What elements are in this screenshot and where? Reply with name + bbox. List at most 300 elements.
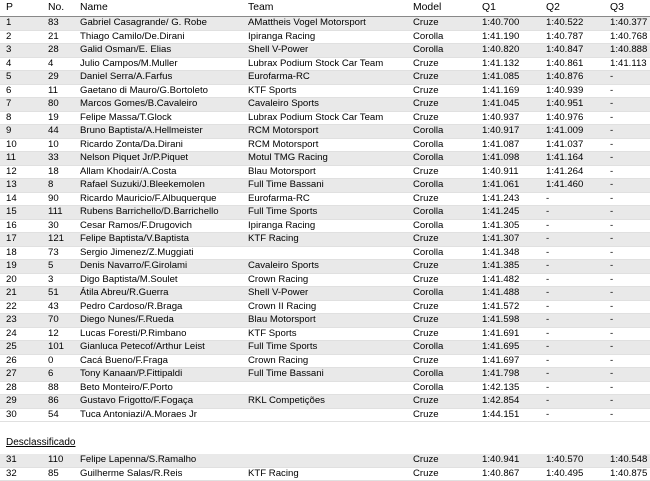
cell-driver-name: Gabriel Casagrande/ G. Robe [80,17,248,31]
cell-number: 28 [48,44,80,58]
table-header [0,0,650,17]
cell-team: Shell V-Power [248,287,413,301]
cell-driver-name: Pedro Cardoso/R.Braga [80,300,248,314]
cell-team: Cavaleiro Sports [248,260,413,274]
table-row [0,260,650,274]
cell-number: 70 [48,314,80,328]
cell-q1-time: 1:41.132 [482,57,546,71]
cell-q1-time: 1:41.190 [482,30,546,44]
cell-team: RCM Motorsport [248,138,413,152]
header-team: Team [248,2,274,13]
cell-q2-time: - [546,327,610,341]
cell-position: 23 [0,314,48,328]
cell-q3-time: 1:40.377 [610,17,650,31]
cell-number: 101 [48,341,80,355]
cell-q1-time: 1:40.700 [482,17,546,31]
cell-driver-name: Gianluca Petecof/Arthur Leist [80,341,248,355]
cell-model: Corolla [413,341,482,355]
cell-position: 3 [0,44,48,58]
cell-position: 22 [0,300,48,314]
cell-number: 121 [48,233,80,247]
cell-position: 4 [0,57,48,71]
table-row [0,300,650,314]
cell-model: Cruze [413,354,482,368]
results-body [0,17,650,422]
table-row [0,138,650,152]
cell-q2-time: - [546,260,610,274]
cell-q2-time: 1:41.264 [546,165,610,179]
cell-q1-time: 1:41.098 [482,152,546,166]
cell-number: 33 [48,152,80,166]
cell-q2-time: 1:40.976 [546,111,610,125]
cell-q2-time: - [546,192,610,206]
cell-number: 0 [48,354,80,368]
cell-q1-time: 1:40.937 [482,111,546,125]
table-row [0,395,650,409]
cell-model: Cruze [413,327,482,341]
cell-driver-name: Beto Monteiro/F.Porto [80,381,248,395]
cell-q1-time: 1:41.169 [482,84,546,98]
cell-position: 2 [0,30,48,44]
cell-model: Corolla [413,381,482,395]
table-row [0,125,650,139]
cell-q3-time: - [610,260,650,274]
cell-q3-time: 1:40.548 [610,454,650,467]
cell-driver-name: Cacá Bueno/F.Fraga [80,354,248,368]
cell-driver-name: Ricardo Zonta/Da.Dirani [80,138,248,152]
cell-team: AMattheis Vogel Motorsport [248,17,413,31]
cell-number: 11 [48,84,80,98]
cell-model: Cruze [413,467,482,481]
cell-model: Cruze [413,300,482,314]
cell-model: Cruze [413,84,482,98]
cell-driver-name: Rafael Suzuki/J.Bleekemolen [80,179,248,193]
cell-team: Blau Motorsport [248,314,413,328]
cell-q1-time: 1:40.917 [482,125,546,139]
cell-model: Cruze [413,57,482,71]
cell-q3-time: - [610,273,650,287]
cell-number: 18 [48,165,80,179]
cell-position: 27 [0,368,48,382]
cell-q2-time: - [546,246,610,260]
cell-driver-name: Tuca Antoniazi/A.Moraes Jr [80,408,248,422]
table-row [0,314,650,328]
cell-model: Corolla [413,125,482,139]
cell-team [248,454,413,467]
cell-q1-time: 1:41.695 [482,341,546,355]
cell-position: 1 [0,17,48,31]
cell-q1-time: 1:41.572 [482,300,546,314]
cell-q3-time: - [610,233,650,247]
cell-position: 14 [0,192,48,206]
cell-number: 4 [48,57,80,71]
cell-q3-time: - [610,395,650,409]
cell-team: KTF Racing [248,467,413,481]
cell-team: KTF Sports [248,327,413,341]
cell-q1-time: 1:41.482 [482,273,546,287]
cell-model: Corolla [413,219,482,233]
cell-q3-time: - [610,408,650,422]
cell-team: Crown Racing [248,273,413,287]
cell-number: 21 [48,30,80,44]
cell-team: Eurofarma-RC [248,71,413,85]
cell-model: Cruze [413,71,482,85]
cell-q2-time: 1:40.522 [546,17,610,31]
cell-driver-name: Julio Campos/M.Muller [80,57,248,71]
cell-q3-time: - [610,219,650,233]
cell-number: 73 [48,246,80,260]
table-row [0,17,650,31]
cell-driver-name: Ricardo Mauricio/F.Albuquerque [80,192,248,206]
cell-q2-time: - [546,341,610,355]
cell-number: 30 [48,219,80,233]
cell-position: 5 [0,71,48,85]
cell-q1-time: 1:41.385 [482,260,546,274]
cell-driver-name: Bruno Baptista/A.Hellmeister [80,125,248,139]
cell-q3-time: - [610,179,650,193]
cell-number: 44 [48,125,80,139]
table-row [0,111,650,125]
cell-position: 9 [0,125,48,139]
cell-team [248,381,413,395]
cell-q1-time: 1:41.307 [482,233,546,247]
cell-q2-time: - [546,287,610,301]
table-row [0,179,650,193]
section-title: Desclassificado [6,437,76,448]
table-row [0,273,650,287]
cell-q2-time: - [546,219,610,233]
cell-model: Corolla [413,206,482,220]
cell-q3-time: - [610,165,650,179]
header-position: P [6,2,13,13]
cell-q3-time: - [610,111,650,125]
cell-team: KTF Sports [248,84,413,98]
cell-q3-time: - [610,287,650,301]
cell-position: 7 [0,98,48,112]
cell-q3-time: - [610,327,650,341]
cell-position: 17 [0,233,48,247]
cell-position: 18 [0,246,48,260]
cell-number: 3 [48,273,80,287]
table-row [0,454,650,467]
cell-team: Crown Racing [248,354,413,368]
cell-q1-time: 1:40.941 [482,454,546,467]
cell-q3-time: - [610,381,650,395]
cell-model: Cruze [413,165,482,179]
cell-q2-time: - [546,300,610,314]
cell-number: 43 [48,300,80,314]
table-row [0,206,650,220]
cell-q3-time: - [610,368,650,382]
cell-q1-time: 1:41.085 [482,71,546,85]
cell-q3-time: - [610,246,650,260]
cell-q1-time: 1:40.867 [482,467,546,481]
cell-team: Ipiranga Racing [248,30,413,44]
cell-position: 19 [0,260,48,274]
table-row [0,165,650,179]
cell-q3-time: - [610,84,650,98]
cell-position: 26 [0,354,48,368]
cell-q1-time: 1:40.820 [482,44,546,58]
cell-team: Full Time Sports [248,206,413,220]
cell-q1-time: 1:41.348 [482,246,546,260]
cell-q2-time: - [546,381,610,395]
cell-number: 88 [48,381,80,395]
cell-model: Cruze [413,454,482,467]
cell-q2-time: 1:40.951 [546,98,610,112]
cell-position: 30 [0,408,48,422]
cell-model: Cruze [413,395,482,409]
cell-number: 110 [48,454,80,467]
cell-q2-time: - [546,395,610,409]
table-row [0,57,650,71]
header-number: No. [48,2,65,13]
header-q3: Q3 [610,2,624,13]
cell-driver-name: Marcos Gomes/B.Cavaleiro [80,98,248,112]
header-q2: Q2 [546,2,560,13]
cell-position: 28 [0,381,48,395]
cell-team: Full Time Bassani [248,179,413,193]
cell-driver-name: Daniel Serra/A.Farfus [80,71,248,85]
cell-number: 8 [48,179,80,193]
cell-driver-name: Guilherme Salas/R.Reis [80,467,248,481]
cell-position: 16 [0,219,48,233]
cell-q3-time: - [610,192,650,206]
header-q1: Q1 [482,2,496,13]
cell-number: 19 [48,111,80,125]
cell-model: Corolla [413,179,482,193]
cell-driver-name: Átila Abreu/R.Guerra [80,287,248,301]
cell-model: Cruze [413,273,482,287]
cell-driver-name: Gustavo Frigotto/F.Fogaça [80,395,248,409]
cell-model: Cruze [413,233,482,247]
cell-q1-time: 1:41.045 [482,98,546,112]
cell-model: Cruze [413,98,482,112]
cell-q2-time: - [546,408,610,422]
cell-q2-time: 1:41.009 [546,125,610,139]
cell-q2-time: 1:40.861 [546,57,610,71]
cell-number: 86 [48,395,80,409]
cell-driver-name: Thiago Camilo/De.Dirani [80,30,248,44]
table-row [0,368,650,382]
cell-q2-time: - [546,206,610,220]
cell-q3-time: 1:41.113 [610,57,650,71]
cell-q2-time: - [546,368,610,382]
table-row [0,192,650,206]
cell-position: 13 [0,179,48,193]
cell-team: Cavaleiro Sports [248,98,413,112]
cell-q1-time: 1:41.798 [482,368,546,382]
cell-model: Corolla [413,44,482,58]
table-row [0,233,650,247]
cell-number: 10 [48,138,80,152]
cell-q3-time: - [610,152,650,166]
cell-q1-time: 1:42.135 [482,381,546,395]
cell-q1-time: 1:41.598 [482,314,546,328]
cell-model: Cruze [413,408,482,422]
cell-position: 8 [0,111,48,125]
table-row [0,467,650,481]
cell-q3-time: - [610,71,650,85]
cell-q1-time: 1:41.243 [482,192,546,206]
cell-q2-time: 1:40.570 [546,454,610,467]
cell-q1-time: 1:41.305 [482,219,546,233]
cell-team: Crown II Racing [248,300,413,314]
cell-number: 6 [48,368,80,382]
cell-number: 54 [48,408,80,422]
cell-team: KTF Racing [248,233,413,247]
cell-q1-time: 1:44.151 [482,408,546,422]
cell-model: Cruze [413,314,482,328]
cell-model: Cruze [413,260,482,274]
cell-driver-name: Gaetano di Mauro/G.Bortoleto [80,84,248,98]
cell-team: Lubrax Podium Stock Car Team [248,111,413,125]
cell-team [248,246,413,260]
cell-model: Corolla [413,368,482,382]
cell-q3-time: - [610,354,650,368]
cell-team: RKL Competições [248,395,413,409]
disqualified-body [0,422,650,481]
cell-driver-name: Tony Kanaan/P.Fittipaldi [80,368,248,382]
cell-model: Cruze [413,111,482,125]
table-row [0,84,650,98]
cell-q1-time: 1:41.087 [482,138,546,152]
cell-position: 15 [0,206,48,220]
header-model: Model [413,2,442,13]
cell-position: 12 [0,165,48,179]
table-row [0,44,650,58]
cell-q1-time: 1:41.488 [482,287,546,301]
cell-q2-time: 1:40.876 [546,71,610,85]
cell-position: 20 [0,273,48,287]
table-row [0,246,650,260]
spacer-row [0,422,650,437]
cell-position: 24 [0,327,48,341]
cell-number: 5 [48,260,80,274]
cell-model: Corolla [413,246,482,260]
cell-driver-name: Felipe Lapenna/S.Ramalho [80,454,248,467]
cell-position: 21 [0,287,48,301]
cell-position: 32 [0,467,48,481]
cell-q3-time: - [610,206,650,220]
cell-number: 29 [48,71,80,85]
table-row [0,219,650,233]
table-row [0,381,650,395]
cell-team: Full Time Bassani [248,368,413,382]
cell-q2-time: - [546,273,610,287]
cell-team: Motul TMG Racing [248,152,413,166]
cell-q1-time: 1:42.854 [482,395,546,409]
cell-q2-time: - [546,354,610,368]
cell-q2-time: 1:41.164 [546,152,610,166]
cell-q3-time: - [610,314,650,328]
cell-q3-time: - [610,138,650,152]
cell-team: Shell V-Power [248,44,413,58]
cell-team: Lubrax Podium Stock Car Team [248,57,413,71]
cell-driver-name: Rubens Barrichello/D.Barrichello [80,206,248,220]
cell-q3-time: - [610,300,650,314]
cell-q1-time: 1:41.697 [482,354,546,368]
cell-team: Ipiranga Racing [248,219,413,233]
cell-driver-name: Denis Navarro/F.Girolami [80,260,248,274]
cell-q2-time: 1:41.460 [546,179,610,193]
table-row [0,98,650,112]
cell-model: Corolla [413,152,482,166]
cell-q2-time: 1:41.037 [546,138,610,152]
table-row [0,30,650,44]
cell-number: 80 [48,98,80,112]
cell-model: Cruze [413,192,482,206]
cell-driver-name: Sergio Jimenez/Z.Muggiati [80,246,248,260]
cell-team: Blau Motorsport [248,165,413,179]
cell-q2-time: - [546,314,610,328]
cell-team [248,408,413,422]
table-row [0,71,650,85]
table-row [0,341,650,355]
cell-q2-time: 1:40.847 [546,44,610,58]
cell-position: 11 [0,152,48,166]
cell-position: 29 [0,395,48,409]
cell-number: 83 [48,17,80,31]
cell-driver-name: Felipe Baptista/V.Baptista [80,233,248,247]
cell-model: Corolla [413,287,482,301]
cell-q3-time: - [610,125,650,139]
cell-q1-time: 1:40.911 [482,165,546,179]
cell-team: Eurofarma-RC [248,192,413,206]
cell-number: 12 [48,327,80,341]
cell-driver-name: Diego Nunes/F.Rueda [80,314,248,328]
cell-model: Cruze [413,17,482,31]
cell-q3-time: 1:40.768 [610,30,650,44]
cell-q2-time: - [546,233,610,247]
cell-q2-time: 1:40.939 [546,84,610,98]
cell-driver-name: Lucas Foresti/P.Rimbano [80,327,248,341]
cell-driver-name: Allam Khodair/A.Costa [80,165,248,179]
table-row [0,327,650,341]
cell-driver-name: Cesar Ramos/F.Drugovich [80,219,248,233]
cell-number: 111 [48,206,80,220]
table-row [0,408,650,422]
cell-team: RCM Motorsport [248,125,413,139]
cell-q1-time: 1:41.245 [482,206,546,220]
cell-number: 51 [48,287,80,301]
cell-position: 25 [0,341,48,355]
cell-q3-time: - [610,98,650,112]
cell-position: 6 [0,84,48,98]
cell-q3-time: 1:40.888 [610,44,650,58]
cell-q3-time: - [610,341,650,355]
header-name: Name [80,2,108,13]
cell-q2-time: 1:40.787 [546,30,610,44]
cell-driver-name: Nelson Piquet Jr/P.Piquet [80,152,248,166]
section-row [0,436,650,450]
cell-number: 90 [48,192,80,206]
cell-q2-time: 1:40.495 [546,467,610,481]
cell-position: 31 [0,454,48,467]
cell-team: Full Time Sports [248,341,413,355]
cell-number: 85 [48,467,80,481]
cell-model: Corolla [413,30,482,44]
table-row [0,152,650,166]
cell-model: Corolla [413,138,482,152]
cell-driver-name: Felipe Massa/T.Glock [80,111,248,125]
cell-q1-time: 1:41.691 [482,327,546,341]
cell-driver-name: Digo Baptista/M.Soulet [80,273,248,287]
cell-q3-time: 1:40.875 [610,467,650,481]
table-row [0,354,650,368]
cell-position: 10 [0,138,48,152]
cell-driver-name: Galid Osman/E. Elias [80,44,248,58]
